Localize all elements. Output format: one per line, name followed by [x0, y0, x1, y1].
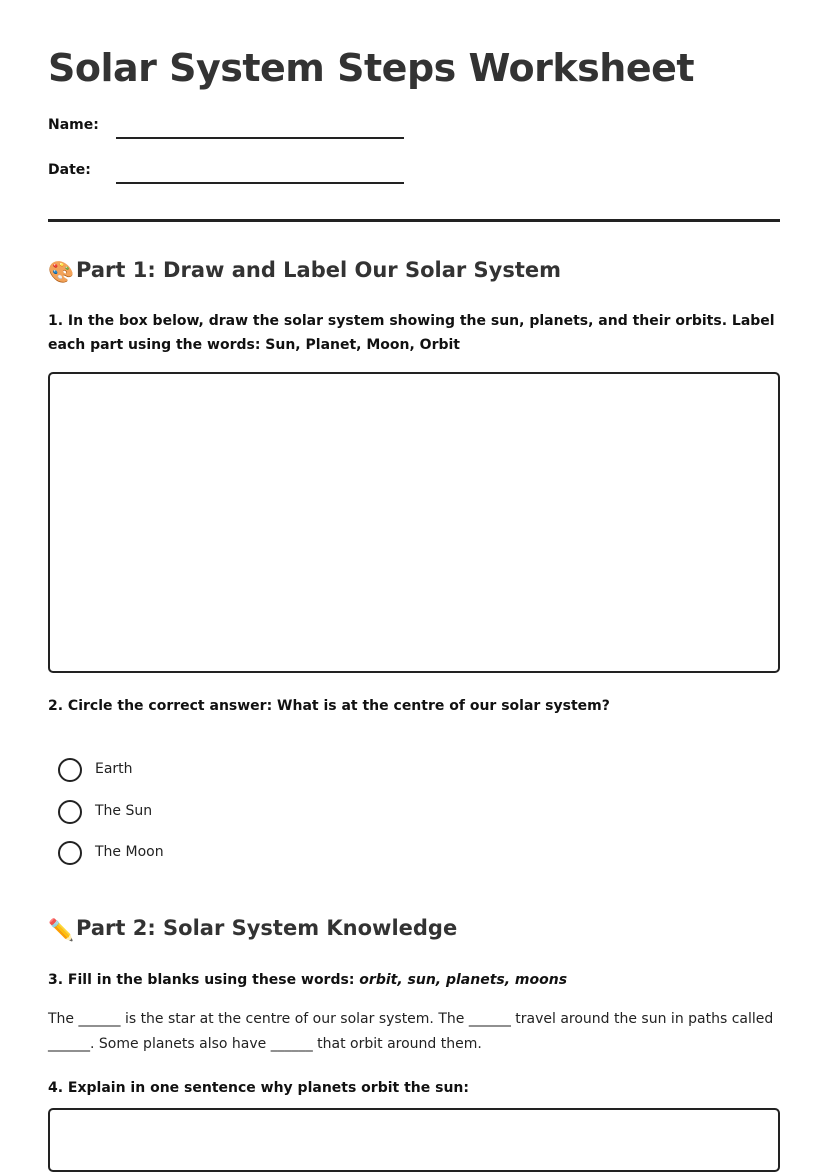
fill-in-blanks-text: The ______ is the star at the centre of our solar system. The ______ travel around the sun in paths called ______. Some planets also have ______ that orbit around them.: [48, 1011, 774, 1052]
question-3: [48, 968, 780, 992]
question-3-prefix: 3. Fill in the blanks using these words:: [48, 972, 360, 988]
option-label-the-moon: The Moon: [95, 844, 164, 860]
date-label: Date:: [48, 162, 91, 178]
part1-heading-text: Part 1: Draw and Label Our Solar System: [76, 258, 562, 282]
part2-heading: [48, 916, 457, 943]
part1-heading: [48, 258, 561, 285]
radio-circle-the-sun[interactable]: [58, 800, 82, 824]
part2-heading-text: Part 2: Solar System Knowledge: [76, 916, 458, 940]
pencil-icon: ✏️: [48, 918, 75, 942]
option-label-the-sun: The Sun: [95, 802, 153, 819]
radio-circle-earth[interactable]: [58, 758, 82, 782]
question-1: 1. In the box below, draw the solar system showing the sun, planets, and their orbits. Label each part using the words: Sun, Planet, Moon, Orbit: [48, 313, 775, 353]
question-2: 2. Circle the correct answer: What is at the centre of our solar system?: [48, 698, 610, 714]
drawing-box[interactable]: [48, 372, 780, 673]
header-divider: [48, 219, 780, 222]
palette-icon: 🎨: [48, 260, 75, 284]
name-input-line[interactable]: [116, 137, 404, 139]
question-4: 4. Explain in one sentence why planets orbit the sun:: [48, 1080, 469, 1096]
name-label: Name:: [48, 117, 99, 133]
page-title: Solar System Steps Worksheet: [48, 46, 695, 90]
date-input-line[interactable]: [116, 182, 404, 184]
question-3-word-bank: orbit, sun, planets, moons: [359, 972, 568, 988]
option-label-earth: Earth: [95, 761, 133, 777]
radio-circle-the-moon[interactable]: [58, 841, 82, 865]
